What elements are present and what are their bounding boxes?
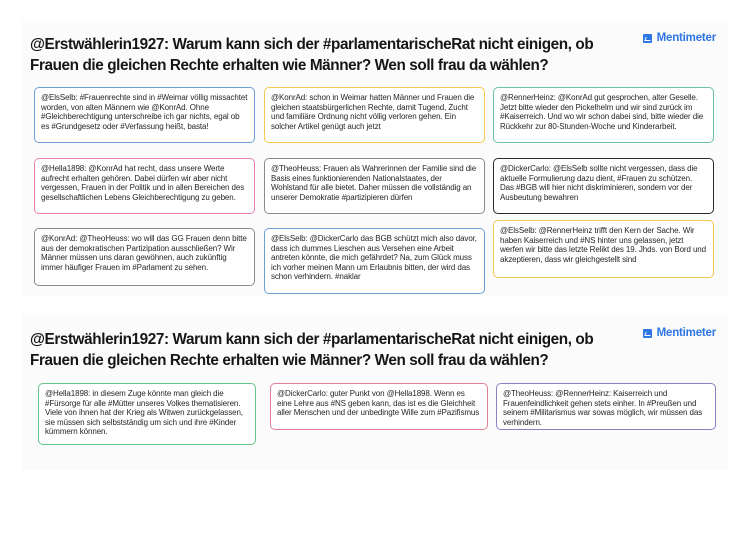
response-card-elsselb-1: @ElsSelb: #Frauenrechte sind in #Weimar völlig missachtet worden, von alten Männern wie @KonrAd. Ohne #Gleichberechtigung unterschreibe ich gar nichts, egal ob es #Grundgesetz oder #Verfassung heißt, basta! [34, 87, 255, 143]
mentimeter-slide-2 [22, 315, 728, 470]
response-card-theoheuss-2: @TheoHeuss: @RennerHeinz: Kaiserreich und Frauenfeindlichkeit gehen stets einher. In #Preußen und seinem #Militarismus war sowas möglich, wir müssen das verhindern. [496, 383, 716, 430]
mentimeter-chart-icon [643, 34, 652, 43]
response-card-hella1898-1: @Hella1898: @KonrAd hat recht, dass unsere Werte aufrecht erhalten gehören. Dabei dürfen wir aber nicht vergessen, Frauen in der Politik und in allen Bereichen des gesellschaftlichen Lebens Gleichberechtigung zu geben. [34, 158, 255, 214]
slide-2-question-title: @Erstwählerin1927: Warum kann sich der #parlamentarischeRat nicht einigen, ob Frauen die gleichen Rechte erhalten wie Männer? Wen soll frau da wählen? [30, 331, 594, 369]
mentimeter-logo [643, 32, 716, 44]
slide-1-question-title: @Erstwählerin1927: Warum kann sich der #parlamentarischeRat nicht einigen, ob Frauen die gleichen Rechte erhalten wie Männer? Wen soll frau da wählen? [30, 36, 594, 74]
response-card-konrad-2: @KonrAd: @TheoHeuss: wo will das GG Frauen denn bitte aus der demokratischen Partizipation ausschließen? Wir Männer müssen uns daran gewöhnen, auch zukünftig immer häufiger Frauen im #Parlament zu sehen. [34, 228, 255, 286]
mentimeter-brand-name: Mentimeter [656, 32, 716, 44]
response-card-elsselb-2: @ElsSelb: @DickerCarlo das BGB schützt mich also davor, dass ich dummes Lieschen aus Versehen eine Arbeit antreten könnte, die mich gefährdet? Na, zum Glück muss ich vorher meinen Mann um Erlaubnis bitten, der wird das schon verhindern. #naklar [264, 228, 485, 294]
mentimeter-logo-2 [643, 327, 716, 339]
response-card-rennerheinz-1: @RennerHeinz: @KonrAd gut gesprochen, alter Geselle. Jetzt bitte wieder den Pickelhelm und wir sind zurück im #Kaiserreich. Und wo wir schon dabei sind, bitte wieder die Rückkehr zur 80-Stunden-Woche und Kinderarbeit. [493, 87, 714, 143]
mentimeter-chart-icon [643, 329, 652, 338]
response-card-konrad-1: @KonrAd: schon in Weimar hatten Männer und Frauen die gleichen staatsbürgerlichen Rechte, damit Tugend, Zucht und familiäre Ordnung nicht völlig verloren gehen. Ein solcher Artikel genügt auch jetzt [264, 87, 485, 143]
mentimeter-brand-name: Mentimeter [656, 327, 716, 339]
response-card-dickercarlo-1: @DickerCarlo: @ElsSelb sollte nicht vergessen, dass die aktuelle Formulierung dazu dient, #Frauen zu schützen. Das #BGB will hier nicht diskriminieren, sondern vor der Ausbeutung bewahren [493, 158, 714, 214]
response-card-theoheuss-1: @TheoHeuss: Frauen als Wahrerinnen der Familie sind die Basis eines funktionierenden Nationalstaates, der Wohlstand für alle bietet. Daher müssen die vollständig an unserer Demokratie #partizipieren dürfen [264, 158, 485, 214]
response-card-hella1898-2: @Hella1898: in diesem Zuge könnte man gleich die #Fürsorge für alle #Mütter unseres Volkes thematisieren. Viele von ihnen hat der Krieg als Witwen zurückgelassen, sie müssen sich selbstständig um sich und ihre #Kinder kümmern können. [38, 383, 256, 445]
mentimeter-slide-1 [22, 20, 728, 296]
response-card-elsselb-3: @ElsSelb: @RennerHeinz trifft den Kern der Sache. Wir haben Kaiserreich und #NS hinter uns gelassen, jetzt werfen wir bitte das letzte Relikt des 19. Jhds. von Bord und akzeptieren, dass wir gleichgestellt sind [493, 220, 714, 278]
response-card-dickercarlo-2: @DickerCarlo: guter Punkt von @Hella1898. Wenn es eine Lehre aus #NS geben kann, das ist es die Gleichheit aller Menschen und der unbedingte Wille zum #Pazifismus [270, 383, 488, 430]
